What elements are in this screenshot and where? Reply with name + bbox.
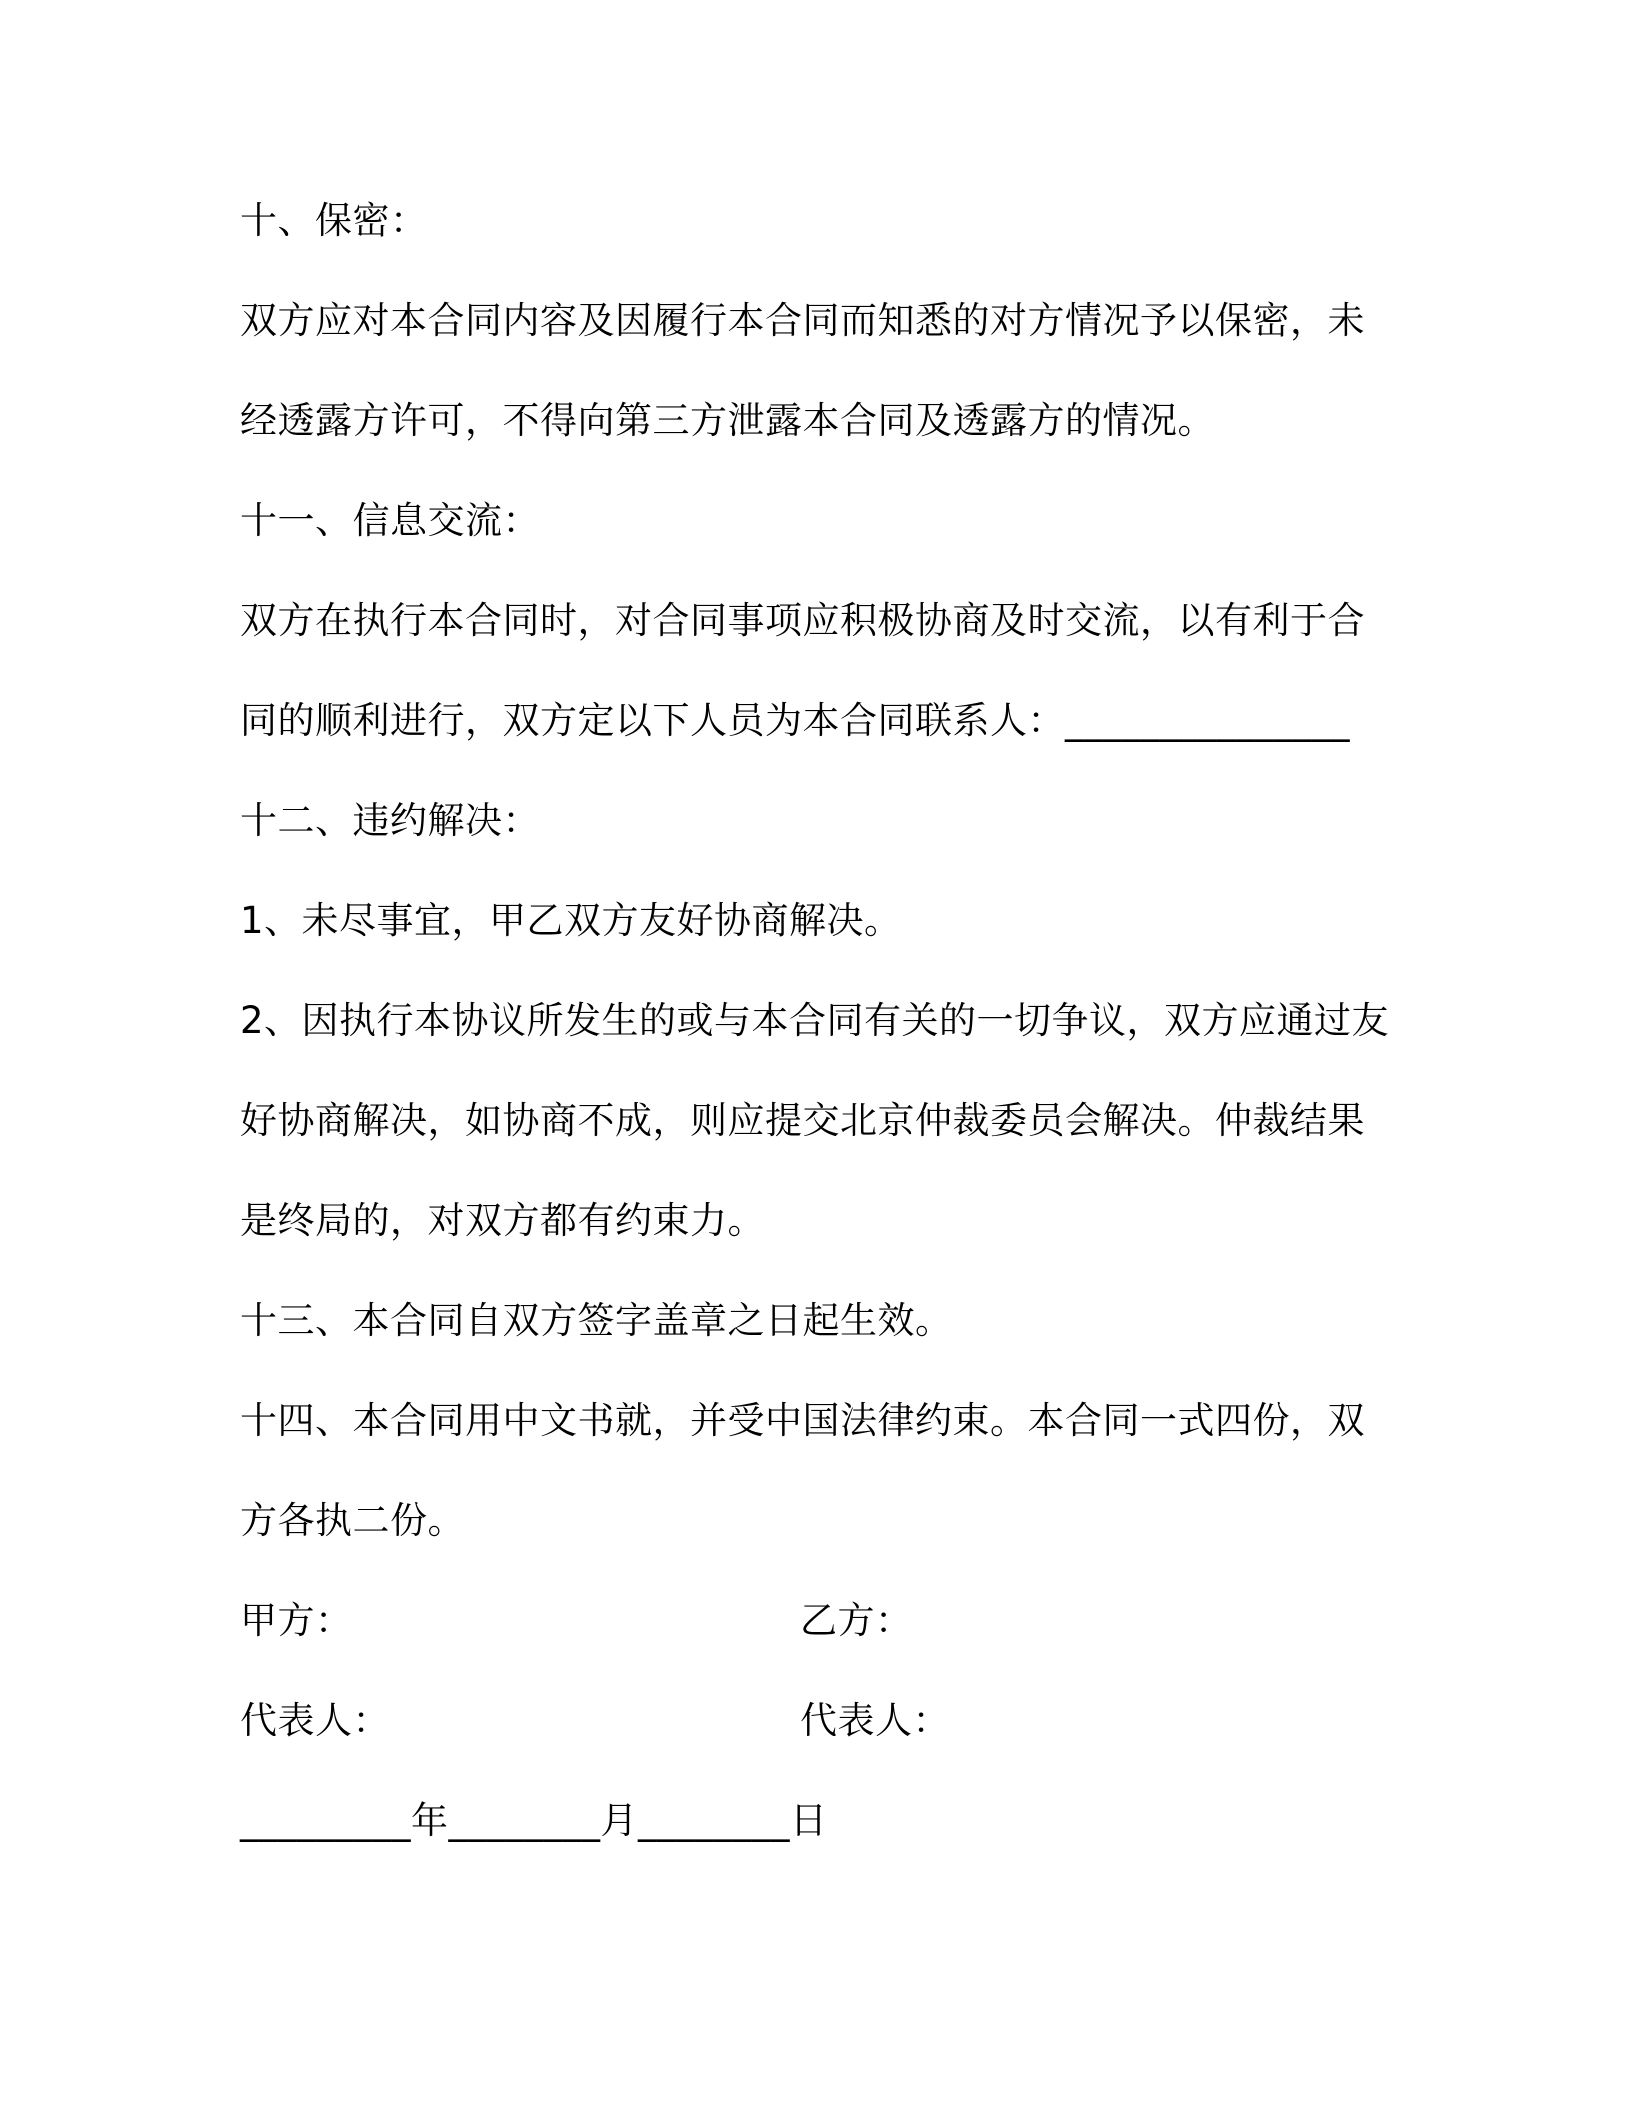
- representative-a-label: 代表人：: [240, 1699, 390, 1742]
- party-a-label: 甲方：: [240, 1599, 353, 1642]
- date-line: _________年________月________日: [240, 1799, 828, 1842]
- paragraph-line: 双方应对本合同内容及因履行本合同而知悉的对方情况予以保密，未: [240, 299, 1365, 342]
- party-b-label: 乙方：: [800, 1599, 913, 1642]
- representative-b-label: 代表人：: [800, 1699, 950, 1742]
- paragraph-line: 方各执二份。: [240, 1499, 465, 1542]
- section-14-line: 十四、本合同用中文书就，并受中国法律约束。本合同一式四份，双: [240, 1399, 1365, 1442]
- paragraph-line: 同的顺利进行，双方定以下人员为本合同联系人：_______________: [240, 699, 1350, 742]
- section-10-heading: 十、保密：: [240, 199, 428, 242]
- paragraph-line: 是终局的，对双方都有约束力。: [240, 1199, 765, 1242]
- paragraph-line: 2、因执行本协议所发生的或与本合同有关的一切争议，双方应通过友: [240, 999, 1390, 1042]
- section-12-heading: 十二、违约解决：: [240, 799, 540, 842]
- paragraph-line: 经透露方许可，不得向第三方泄露本合同及透露方的情况。: [240, 399, 1215, 442]
- paragraph-line: 双方在执行本合同时，对合同事项应积极协商及时交流，以有利于合: [240, 599, 1365, 642]
- section-11-heading: 十一、信息交流：: [240, 499, 540, 542]
- paragraph-line: 好协商解决，如协商不成，则应提交北京仲裁委员会解决。仲裁结果: [240, 1099, 1365, 1142]
- paragraph-line: 1、未尽事宜，甲乙双方友好协商解决。: [240, 899, 902, 942]
- section-13-line: 十三、本合同自双方签字盖章之日起生效。: [240, 1299, 953, 1342]
